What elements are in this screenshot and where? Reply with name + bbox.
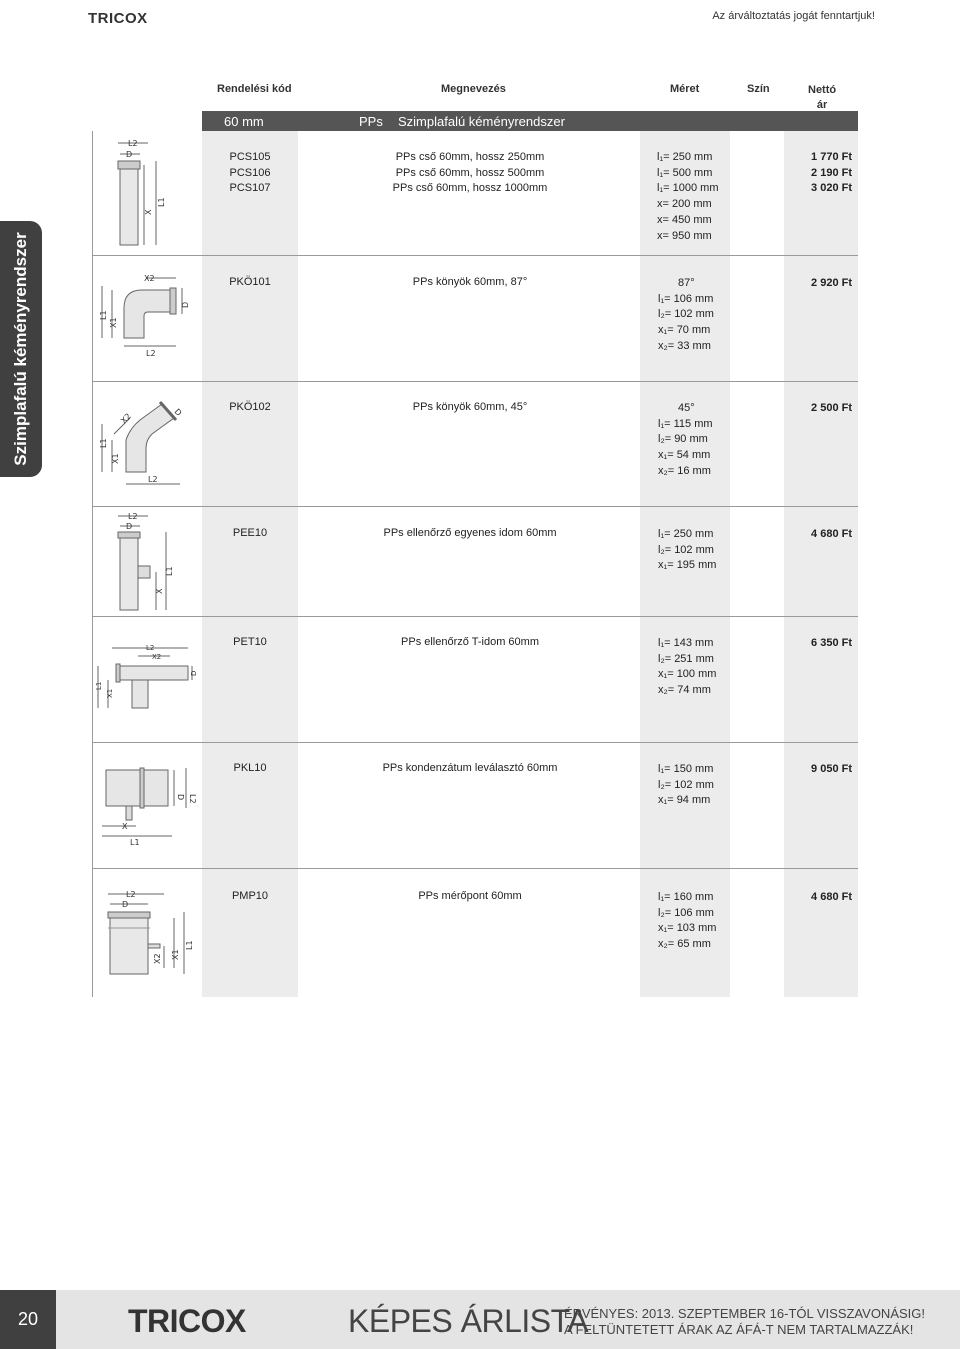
dim-label: L1 (99, 310, 108, 320)
product-name-item: PPs cső 60mm, hossz 1000mm (392, 182, 548, 195)
section-bar (202, 111, 858, 131)
footer (0, 1290, 960, 1349)
dim-label: X2 (119, 411, 133, 426)
product-code-item: PKÖ102 (229, 401, 271, 413)
col-header-price (808, 83, 836, 113)
size-item: l₁= 250 mm (657, 151, 713, 163)
product-prices (784, 527, 852, 543)
row-divider (92, 255, 858, 256)
product-name (310, 636, 630, 648)
product-code-item: PMP10 (231, 890, 269, 902)
dim-label: L2 (146, 349, 156, 358)
col-header-color: Szín (747, 83, 770, 95)
dim-label: L1 (185, 940, 194, 950)
col-header-price-line1: Nettó (808, 84, 837, 96)
dim-label: D (126, 522, 133, 531)
product-code (202, 890, 298, 902)
price-item: 9 050 Ft (811, 763, 852, 775)
col-header-name: Megnevezés (441, 83, 506, 95)
product-code (202, 276, 298, 288)
size-item: x₁= 103 mm (658, 922, 717, 935)
product-code (202, 527, 298, 539)
product-name (310, 890, 630, 902)
price-item: 1 770 Ft (811, 151, 852, 163)
condensate-separator-drawing (96, 764, 202, 848)
product-prices (784, 762, 852, 778)
measuring-point-drawing (104, 888, 200, 978)
dim-label: D (176, 794, 185, 801)
product-code-item: PEE10 (232, 527, 268, 539)
product-name (310, 762, 630, 774)
product-sizes (640, 890, 748, 953)
dim-label: L2 (146, 644, 155, 652)
dim-label: L1 (157, 197, 166, 207)
dim-label: D (190, 670, 198, 676)
row-divider (92, 868, 858, 869)
product-code (202, 401, 298, 413)
product-sizes (640, 636, 748, 699)
product-prices (784, 401, 852, 417)
footer-title: KÉPES ÁRLISTA (348, 1303, 589, 1339)
size-item: l₁= 115 mm (658, 417, 713, 430)
product-name-item: PPs kondenzátum leválasztó 60mm (382, 762, 558, 774)
dim-label: X1 (106, 688, 114, 698)
size-item: l₂= 102 mm (658, 778, 714, 791)
size-item: x₁= 54 mm (658, 449, 711, 462)
dim-label: X2 (152, 653, 162, 661)
price-item: 4 680 Ft (811, 891, 852, 903)
product-name-item: PPs ellenőrző T-idom 60mm (401, 636, 539, 648)
dim-label: D (172, 407, 184, 418)
size-item: x₁= 195 mm (658, 559, 717, 572)
product-prices (784, 276, 852, 292)
elbow-45-drawing (96, 394, 200, 490)
product-name-item: PPs ellenőrző egyenes idom 60mm (383, 527, 557, 539)
brand-logo (88, 5, 172, 27)
product-name (310, 150, 630, 197)
product-code-item: PCS107 (229, 182, 271, 195)
product-name-item: PPs cső 60mm, hossz 250mm (395, 151, 545, 163)
brand-logo-text: TRICOX (88, 10, 148, 27)
dim-label: L2 (148, 475, 158, 484)
row-divider (92, 381, 858, 382)
dim-label: L1 (99, 438, 108, 448)
product-code (202, 150, 298, 197)
col-header-price-line2: ár (816, 99, 828, 111)
size-item: x₁= 94 mm (658, 794, 711, 807)
size-item: x= 200 mm (657, 198, 712, 211)
row-divider (92, 506, 858, 507)
price-item: 4 680 Ft (811, 528, 852, 540)
size-item: l₁= 500 mm (657, 166, 713, 179)
product-sizes (640, 276, 748, 355)
price-item: 2 500 Ft (811, 402, 852, 414)
dim-label: D (122, 900, 129, 909)
size-item: l₁= 1000 mm (657, 182, 719, 195)
side-tab (0, 221, 42, 477)
product-name (310, 276, 630, 288)
size-item: x₂= 74 mm (658, 684, 711, 697)
price-item: 2 920 Ft (811, 277, 852, 289)
dim-label: X2 (144, 274, 155, 283)
dim-label: L1 (165, 566, 174, 576)
section-size: 60 mm (224, 114, 264, 129)
dim-label: L2 (126, 890, 136, 899)
price-item: 3 020 Ft (811, 182, 852, 195)
dim-label: L2 (128, 139, 138, 148)
size-item: l₂= 251 mm (658, 652, 714, 665)
dim-label: X (144, 209, 153, 215)
product-code (202, 762, 298, 774)
product-code-item: PCS106 (229, 166, 271, 179)
size-item: l₁= 143 mm (658, 637, 714, 649)
price-item: 6 350 Ft (811, 637, 852, 649)
product-prices (784, 890, 852, 906)
size-item: l₂= 102 mm (658, 308, 714, 321)
price-item: 2 190 Ft (811, 166, 852, 179)
product-sizes (640, 762, 748, 809)
dim-label: X1 (111, 453, 120, 464)
product-name (310, 527, 630, 539)
row-divider (92, 616, 858, 617)
size-item: x₂= 65 mm (658, 938, 711, 951)
product-sizes (640, 527, 748, 574)
dim-label: X1 (109, 317, 118, 328)
dim-label: L1 (95, 681, 103, 690)
product-prices (784, 636, 852, 652)
size-item: 87° (678, 277, 695, 289)
product-code (202, 636, 298, 648)
product-name (310, 401, 630, 413)
footer-validity-note: ÉRVÉNYES: 2013. SZEPTEMBER 16-TÓL VISSZAVONÁSIG! (564, 1306, 925, 1321)
dim-label: L1 (130, 838, 140, 847)
size-item: l₁= 250 mm (658, 528, 714, 540)
pipe-drawing (108, 137, 190, 249)
section-material: PPs (359, 114, 383, 129)
dim-label: X (122, 822, 128, 831)
dim-label: X1 (171, 949, 180, 960)
size-item: x= 450 mm (657, 213, 712, 226)
size-item: l₁= 150 mm (658, 763, 714, 775)
col-header-code: Rendelési kód (217, 83, 292, 95)
size-item: x₁= 100 mm (658, 668, 717, 681)
product-prices (784, 150, 852, 197)
inspection-pipe-drawing (108, 512, 192, 612)
footer-brand: TRICOX (128, 1303, 246, 1339)
col-header-size: Méret (670, 83, 700, 95)
product-name-item: PPs mérőpont 60mm (418, 890, 522, 902)
disclaimer: Az árváltoztatás jogát fenntartjuk! (712, 10, 875, 22)
page-number: 20 (0, 1290, 56, 1349)
elbow-87-drawing (96, 268, 200, 358)
size-item: l₂= 90 mm (658, 433, 708, 446)
size-item: l₁= 106 mm (658, 292, 714, 305)
t-piece-drawing (92, 640, 204, 716)
dim-label: D (126, 150, 133, 159)
footer-vat-note: A FELTÜNTETETT ÁRAK AZ ÁFÁ-T NEM TARTALMAZZÁK! (564, 1322, 914, 1337)
product-sizes (640, 401, 748, 480)
side-tab-label: Szimplafalú kéményrendszer (11, 232, 30, 466)
size-item: x₂= 16 mm (658, 464, 711, 477)
dim-label: X (155, 588, 164, 594)
product-code-item: PCS105 (229, 151, 271, 163)
product-code-item: PET10 (233, 636, 267, 648)
product-code-item: PKL10 (233, 762, 267, 774)
dim-label: L2 (188, 794, 197, 804)
row-divider (92, 742, 858, 743)
dim-label: D (181, 301, 190, 308)
dim-label: L2 (128, 512, 138, 521)
size-item: l₂= 106 mm (658, 906, 714, 919)
section-system: Szimplafalú kéményrendszer (398, 114, 565, 129)
product-code-item: PKÖ101 (229, 276, 271, 288)
product-name-item: PPs könyök 60mm, 45° (412, 401, 528, 413)
size-item: l₁= 160 mm (658, 891, 714, 903)
product-name-item: PPs cső 60mm, hossz 500mm (395, 166, 545, 179)
size-item: x= 950 mm (657, 229, 712, 242)
size-item: x₁= 70 mm (658, 324, 711, 337)
dim-label: X2 (153, 953, 162, 964)
product-name-item: PPs könyök 60mm, 87° (412, 276, 528, 288)
size-item: x₂= 33 mm (658, 339, 711, 352)
size-item: 45° (678, 402, 695, 414)
product-sizes (640, 150, 747, 244)
size-item: l₂= 102 mm (658, 543, 714, 556)
